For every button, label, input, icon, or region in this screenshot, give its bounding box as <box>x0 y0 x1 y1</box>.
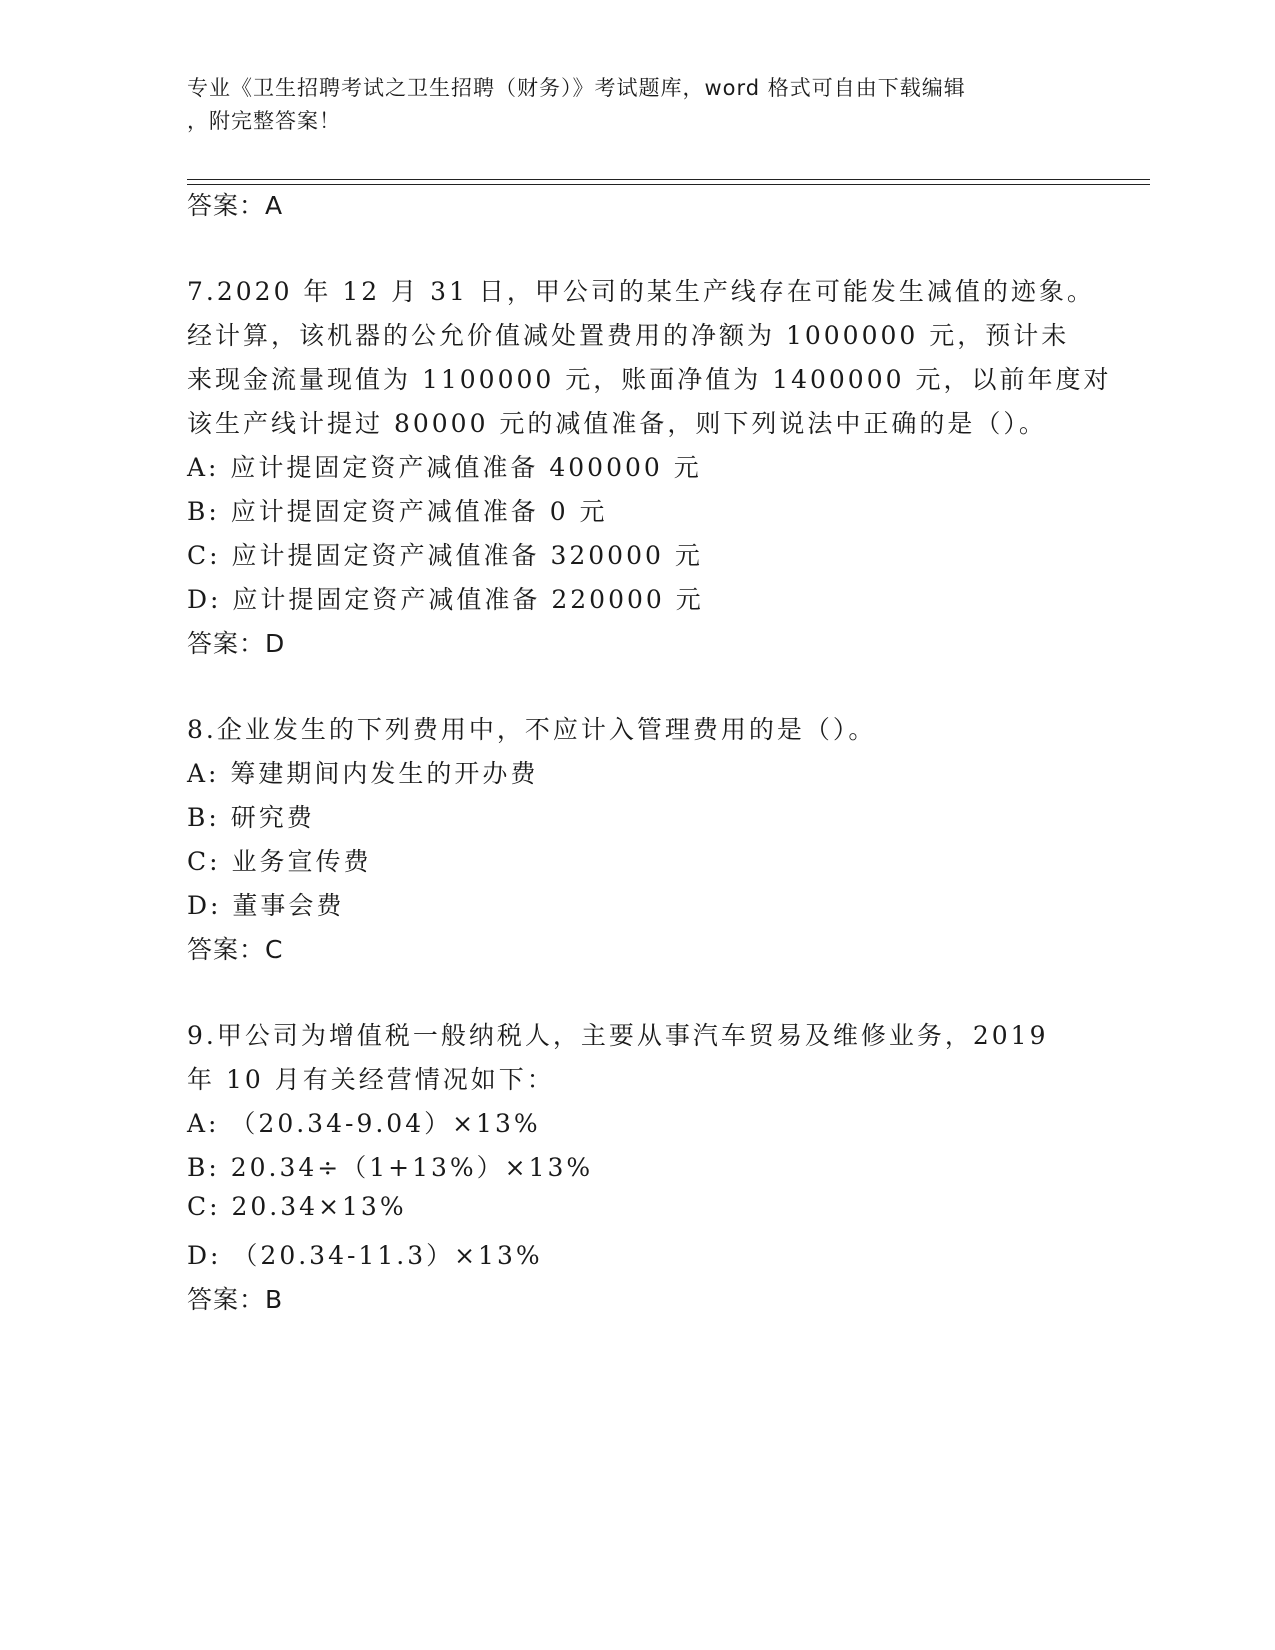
q8-option-c: C: 业务宣传费 <box>187 847 372 876</box>
q9-answer: 答案：B <box>187 1285 284 1314</box>
header-divider-top <box>187 179 1150 180</box>
document-header <box>187 72 1087 138</box>
q9-option-b: B: 20.34÷（1+13%）×13% <box>187 1153 594 1182</box>
header-line-2: ，附完整答案！ <box>187 109 341 133</box>
q8-stem-line-1: 8.企业发生的下列费用中，不应计入管理费用的是（）。 <box>187 715 877 744</box>
q7-option-b: B: 应计提固定资产减值准备 0 元 <box>187 497 608 526</box>
q7-stem-line-3: 来现金流量现值为 1100000 元，账面净值为 1400000 元，以前年度对 <box>187 365 1112 394</box>
q7-stem-line-1: 7.2020 年 12 月 31 日，甲公司的某生产线存在可能发生减值的迹象。 <box>187 277 1095 306</box>
q8-option-b: B: 研究费 <box>187 803 315 832</box>
q7-answer: 答案：D <box>187 629 286 658</box>
q7-stem-line-4: 该生产线计提过 80000 元的减值准备，则下列说法中正确的是（）。 <box>187 409 1047 438</box>
previous-answer: 答案：A <box>187 191 284 220</box>
q8-option-d: D: 董事会费 <box>187 891 345 920</box>
q8-answer: 答案：C <box>187 935 284 964</box>
q9-option-a: A: （20.34-9.04）×13% <box>187 1109 541 1138</box>
q8-option-a: A: 筹建期间内发生的开办费 <box>187 759 539 788</box>
q7-stem-line-2: 经计算，该机器的公允价值减处置费用的净额为 1000000 元，预计未 <box>187 321 1070 350</box>
q9-option-d: D: （20.34-11.3）×13% <box>187 1241 543 1270</box>
q7-option-d: D: 应计提固定资产减值准备 220000 元 <box>187 585 704 614</box>
q9-stem-line-1: 9.甲公司为增值税一般纳税人，主要从事汽车贸易及维修业务，2019 <box>187 1021 1049 1050</box>
q9-stem-line-2: 年 10 月有关经营情况如下： <box>187 1065 555 1094</box>
q7-option-c: C: 应计提固定资产减值准备 320000 元 <box>187 541 703 570</box>
header-divider-bottom <box>187 184 1150 185</box>
q7-option-a: A: 应计提固定资产减值准备 400000 元 <box>187 453 702 482</box>
q9-option-c: C: 20.34×13% <box>187 1192 407 1221</box>
header-line-1: 专业《卫生招聘考试之卫生招聘（财务）》考试题库，word 格式可自由下载编辑 <box>187 76 966 100</box>
